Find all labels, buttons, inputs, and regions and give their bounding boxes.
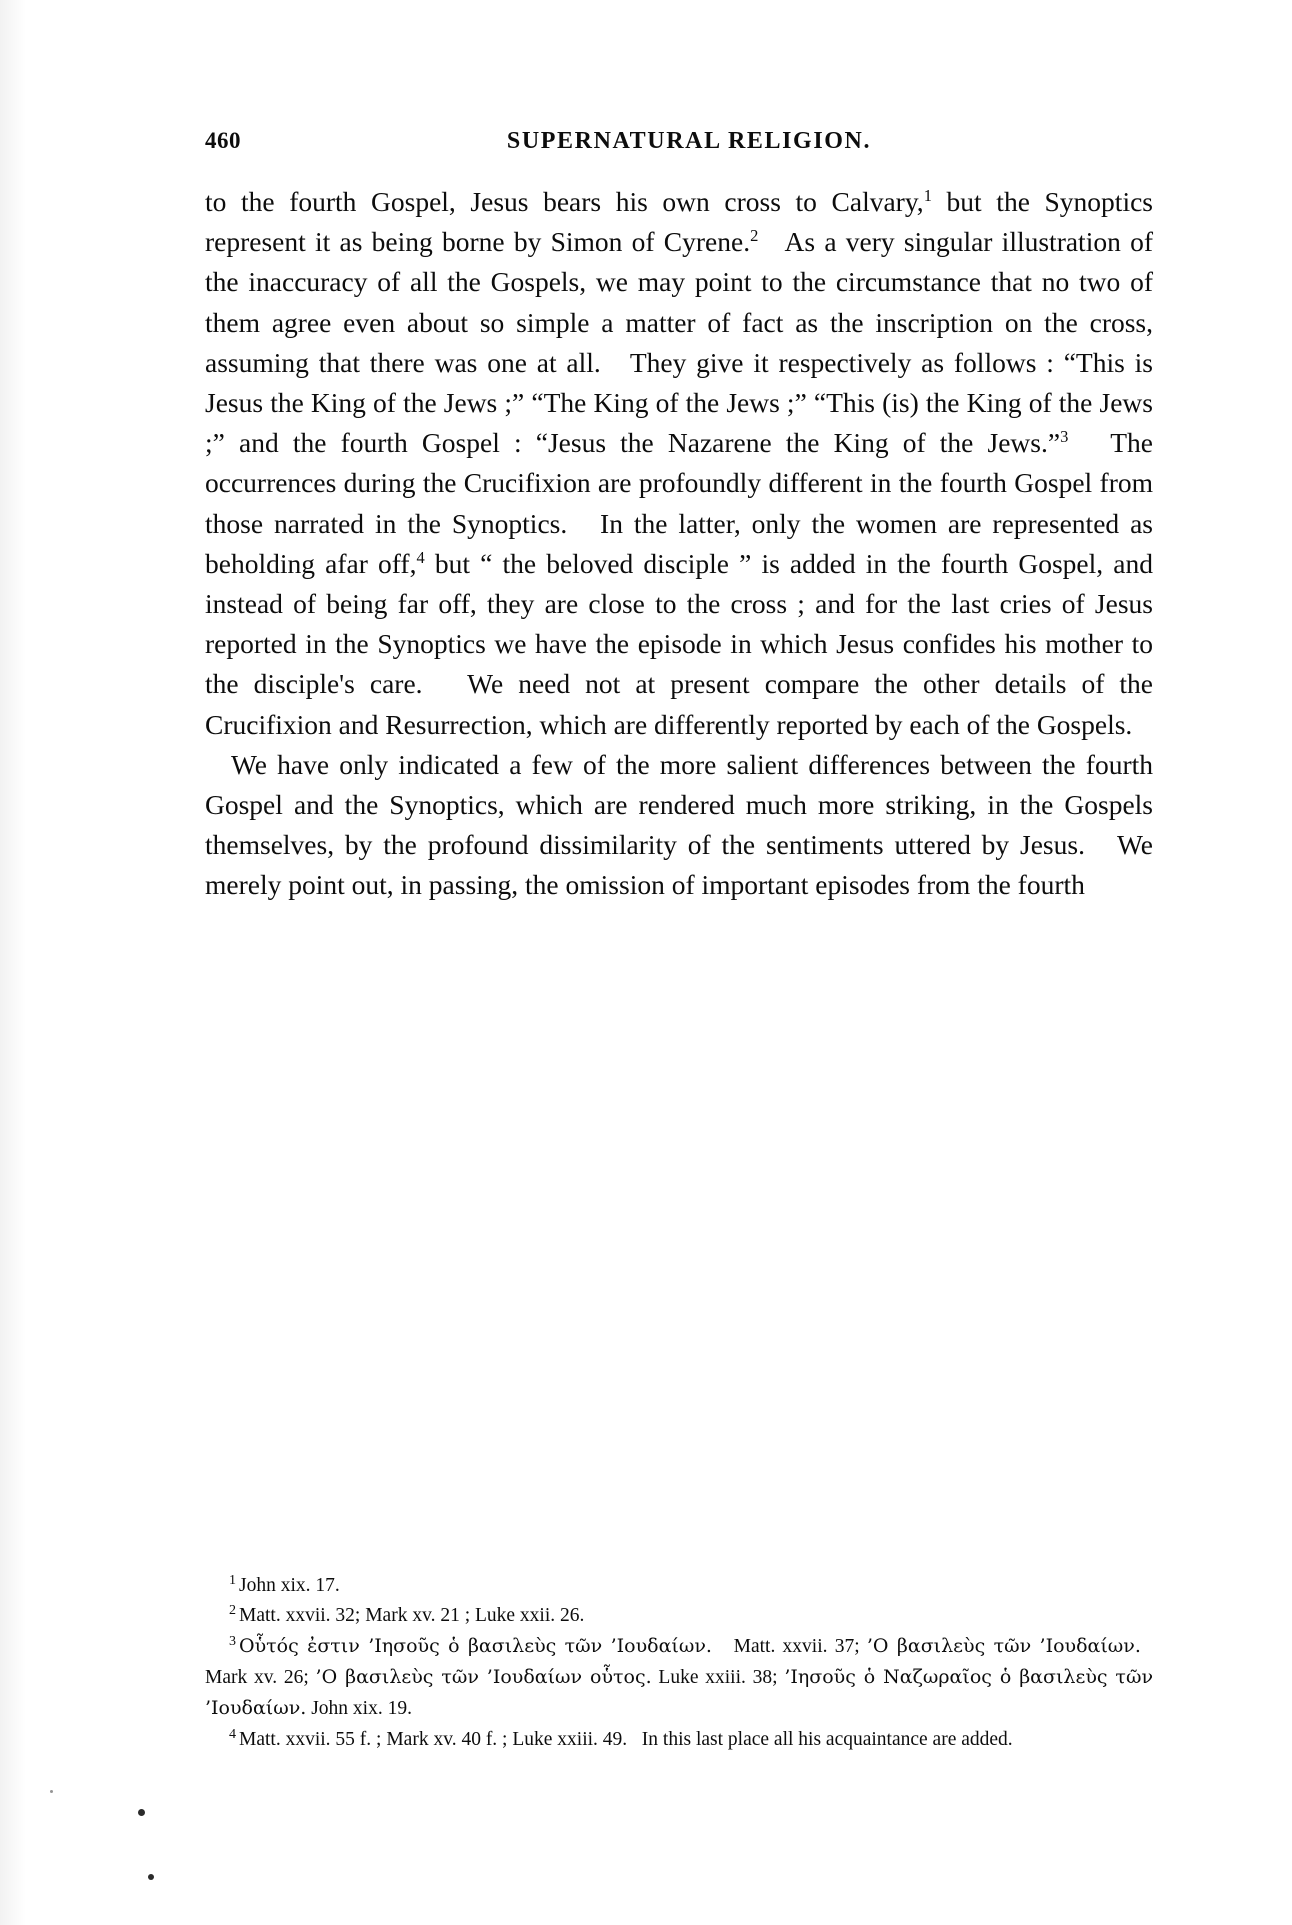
footnote-marker: 2 [229, 1601, 237, 1618]
footnote-text: Matt. xxvii. 32; Mark xv. 21 ; Luke xxii. 26. [239, 1605, 585, 1626]
scan-artifact-speck [148, 1874, 154, 1880]
footnote-text: Matt. xxvii. 55 f. ; Mark xv. 40 f. ; Luke xxiii. 49. In this last place all his acquaintance are added. [239, 1729, 1013, 1750]
footnote-marker: 4 [229, 1725, 237, 1742]
paragraph: We have only indicated a few of the more salient differences between the fourth Gospel and the Synoptics, which are rendered much more striking, in the Gospels themselves, by the profound dissimilarity of the sentiments uttered by Jesus. We merely point out, in passing, the omission of important episodes from the fourth [205, 748, 1153, 901]
page-header [205, 128, 1155, 162]
footnote-text: Οὗτός ἐστιν ’Ιησοῦς ὁ βασιλεὺς τῶν ’Ιουδαίων. Matt. xxvii. 37; ’Ο βασιλεὺς τῶν ’Ιουδαίων. Mark xv. 26; ’Ο βασιλεὺς τῶν ’Ιουδαίων οὗτος. Luke xxiii. 38; ’Ιησοῦς ὁ Ναζωραῖος ὁ βασιλεὺς τῶν ’Ιουδαίων. John xix. 19. [205, 1635, 1153, 1719]
paragraph: to the fourth Gospel, Jesus bears his own cross to Calvary,$^1$ but the Synoptics represent it as being borne by Simon of Cyrene.$^2$ As a very singular illustration of the inaccuracy of all the Gospels, we may point to the circumstance that no two of them agree even about so simple a matter of fact as the inscription on the cross, assuming that there was one at all. They give it respectively as follows : “This is Jesus the King of the Jews ;” “The King of the Jews ;” “This (is) the King of the Jews ;” and the fourth Gospel : “Jesus the Nazarene the King of the Jews.”$^3$ The occurrences during the Crucifixion are profoundly different in the fourth Gospel from those narrated in the Synoptics. In the latter, only the women are represented as beholding afar off,$^4$ but “ the beloved disciple ” is added in the fourth Gospel, and instead of being far off, they are close to the cross ; and for the last cries of Jesus reported in the Synoptics we have the episode in which Jesus confides his mother to the disciple's care. We need not at present compare the other details of the Crucifixion and Resurrection, which are differently reported by each of the Gospels. [205, 185, 1153, 740]
page-body [205, 182, 1153, 906]
footnote-text: John xix. 17. [239, 1575, 340, 1596]
footnote-marker: 1 [229, 1571, 237, 1588]
page-edge-shading [0, 0, 26, 1925]
page-number: 460 [205, 128, 241, 153]
footnotes-block [205, 1571, 1153, 1755]
running-title: SUPERNATURAL RELIGION. [506, 128, 872, 154]
scan-artifact-speck [50, 1790, 53, 1793]
footnote-marker: 3 [229, 1632, 237, 1649]
footnote [205, 1725, 1153, 1754]
footnote [205, 1601, 1153, 1630]
footnote [205, 1571, 1153, 1600]
footnote [205, 1631, 1153, 1724]
scan-artifact-speck [138, 1809, 145, 1816]
